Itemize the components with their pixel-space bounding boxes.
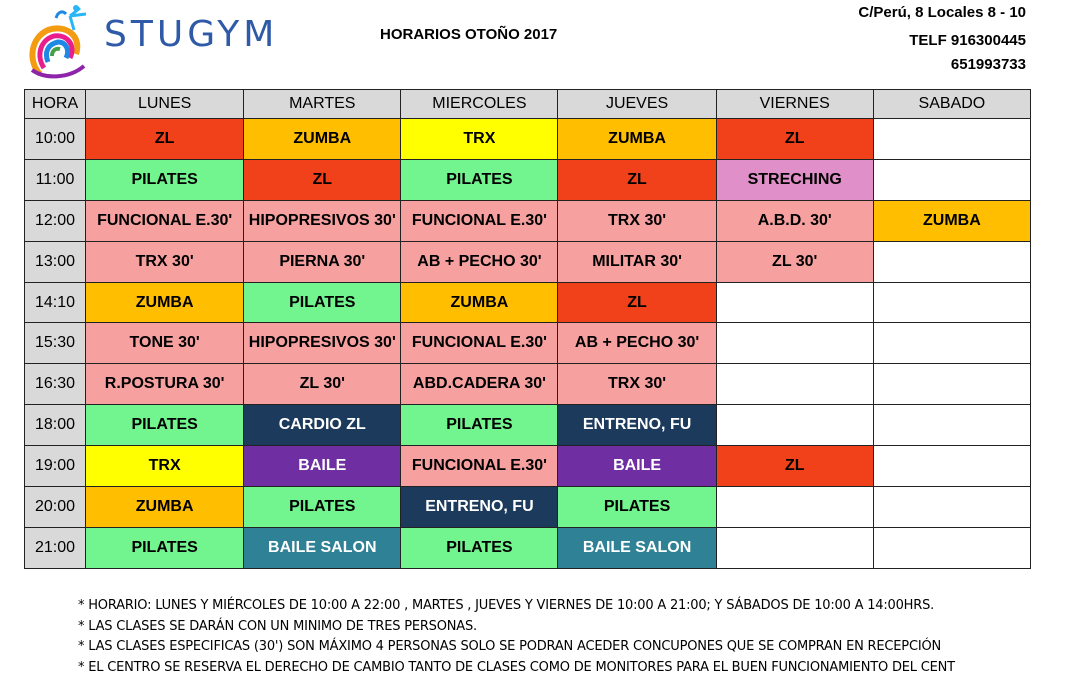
class-cell: ZUMBA <box>401 282 558 323</box>
class-cell: MILITAR 30' <box>558 241 716 282</box>
class-cell: HIPOPRESIVOS 30' <box>244 200 401 241</box>
class-cell: ZUMBA <box>244 119 401 160</box>
empty-cell <box>873 527 1030 568</box>
table-row <box>25 487 1031 528</box>
column-header-hora: HORA <box>25 90 86 119</box>
class-cell: ZL <box>244 159 401 200</box>
column-header-sabado: SABADO <box>873 90 1030 119</box>
empty-cell <box>716 527 873 568</box>
class-cell: ZL 30' <box>244 364 401 405</box>
column-header-miercoles: MIERCOLES <box>401 90 558 119</box>
class-cell: FUNCIONAL E.30' <box>401 323 558 364</box>
hour-cell: 18:00 <box>25 405 86 446</box>
empty-cell <box>716 282 873 323</box>
class-cell: STRECHING <box>716 159 873 200</box>
class-cell: ZUMBA <box>86 282 244 323</box>
stugym-logo <box>26 4 100 80</box>
table-row <box>25 159 1031 200</box>
empty-cell <box>873 241 1030 282</box>
class-cell: TRX 30' <box>86 241 244 282</box>
class-cell: ZUMBA <box>86 487 244 528</box>
empty-cell <box>873 446 1030 487</box>
hour-cell: 13:00 <box>25 241 86 282</box>
address: C/Perú, 8 Locales 8 - 10 <box>858 4 1026 21</box>
class-cell: TRX 30' <box>558 200 716 241</box>
empty-cell <box>716 364 873 405</box>
class-cell: ZL <box>716 446 873 487</box>
class-cell: BAILE SALON <box>558 527 716 568</box>
table-row <box>25 200 1031 241</box>
table-row <box>25 446 1031 487</box>
class-cell: PILATES <box>401 405 558 446</box>
class-cell: ENTRENO, FU <box>401 487 558 528</box>
schedule-table <box>24 89 1031 569</box>
class-cell: ZUMBA <box>873 200 1030 241</box>
empty-cell <box>873 159 1030 200</box>
phone-primary: TELF 916300445 <box>909 32 1026 49</box>
class-cell: A.B.D. 30' <box>716 200 873 241</box>
empty-cell <box>716 487 873 528</box>
empty-cell <box>873 364 1030 405</box>
class-cell: PILATES <box>401 527 558 568</box>
class-cell: TRX 30' <box>558 364 716 405</box>
class-cell: PILATES <box>86 527 244 568</box>
class-cell: ZL <box>716 119 873 160</box>
class-cell: ZUMBA <box>558 119 716 160</box>
class-cell: AB + PECHO 30' <box>558 323 716 364</box>
table-row <box>25 323 1031 364</box>
column-header-lunes: LUNES <box>86 90 244 119</box>
empty-cell <box>873 282 1030 323</box>
class-cell: FUNCIONAL E.30' <box>401 446 558 487</box>
page-title: HORARIOS OTOÑO 2017 <box>380 26 557 43</box>
phone-secondary: 651993733 <box>951 56 1026 73</box>
class-cell: TONE 30' <box>86 323 244 364</box>
empty-cell <box>873 405 1030 446</box>
notes <box>78 596 955 678</box>
hour-cell: 12:00 <box>25 200 86 241</box>
empty-cell <box>716 405 873 446</box>
note-specific-classes: * LAS CLASES ESPECIFICAS (30') SON MÁXIMO 4 PERSONAS SOLO SE PODRAN ACEDER CONCUPONES QUE SE COMPRAN EN RECEPCIÓN <box>78 637 955 658</box>
note-hours: * HORARIO: LUNES Y MIÉRCOLES DE 10:00 A 22:00 , MARTES , JUEVES Y VIERNES DE 10:00 A 21:00; Y SÁBADOS DE 10:00 A 14:00HRS. <box>78 596 955 617</box>
hour-cell: 10:00 <box>25 119 86 160</box>
class-cell: HIPOPRESIVOS 30' <box>244 323 401 364</box>
class-cell: ZL <box>558 159 716 200</box>
class-cell: ZL <box>86 119 244 160</box>
hour-cell: 20:00 <box>25 487 86 528</box>
class-cell: PILATES <box>244 487 401 528</box>
class-cell: FUNCIONAL E.30' <box>86 200 244 241</box>
class-cell: BAILE SALON <box>244 527 401 568</box>
class-cell: BAILE <box>558 446 716 487</box>
table-row <box>25 364 1031 405</box>
class-cell: PIERNA 30' <box>244 241 401 282</box>
table-row <box>25 405 1031 446</box>
empty-cell <box>716 323 873 364</box>
hour-cell: 11:00 <box>25 159 86 200</box>
class-cell: PILATES <box>86 405 244 446</box>
column-header-jueves: JUEVES <box>558 90 716 119</box>
brand-name: STUGYM <box>104 14 278 55</box>
schedule-body <box>25 119 1031 569</box>
class-cell: FUNCIONAL E.30' <box>401 200 558 241</box>
class-cell: ZL 30' <box>716 241 873 282</box>
class-cell: R.POSTURA 30' <box>86 364 244 405</box>
class-cell: PILATES <box>244 282 401 323</box>
class-cell: ENTRENO, FU <box>558 405 716 446</box>
class-cell: ABD.CADERA 30' <box>401 364 558 405</box>
class-cell: PILATES <box>401 159 558 200</box>
class-cell: TRX <box>401 119 558 160</box>
class-cell: PILATES <box>558 487 716 528</box>
table-row <box>25 119 1031 160</box>
class-cell: PILATES <box>86 159 244 200</box>
empty-cell <box>873 323 1030 364</box>
class-cell: ZL <box>558 282 716 323</box>
hour-cell: 14:10 <box>25 282 86 323</box>
class-cell: TRX <box>86 446 244 487</box>
hour-cell: 19:00 <box>25 446 86 487</box>
table-row <box>25 527 1031 568</box>
note-minimum: * LAS CLASES SE DARÁN CON UN MINIMO DE TRES PERSONAS. <box>78 617 955 638</box>
empty-cell <box>873 119 1030 160</box>
column-header-viernes: VIERNES <box>716 90 873 119</box>
hour-cell: 21:00 <box>25 527 86 568</box>
class-cell: BAILE <box>244 446 401 487</box>
table-row <box>25 241 1031 282</box>
hour-cell: 16:30 <box>25 364 86 405</box>
class-cell: AB + PECHO 30' <box>401 241 558 282</box>
hour-cell: 15:30 <box>25 323 86 364</box>
note-reserve-rights: * EL CENTRO SE RESERVA EL DERECHO DE CAMBIO TANTO DE CLASES COMO DE MONITORES PARA EL BUEN FUNCIONAMIENTO DEL CENT <box>78 658 955 678</box>
class-cell: CARDIO ZL <box>244 405 401 446</box>
table-row <box>25 282 1031 323</box>
empty-cell <box>873 487 1030 528</box>
column-header-martes: MARTES <box>244 90 401 119</box>
header-row <box>25 90 1031 119</box>
